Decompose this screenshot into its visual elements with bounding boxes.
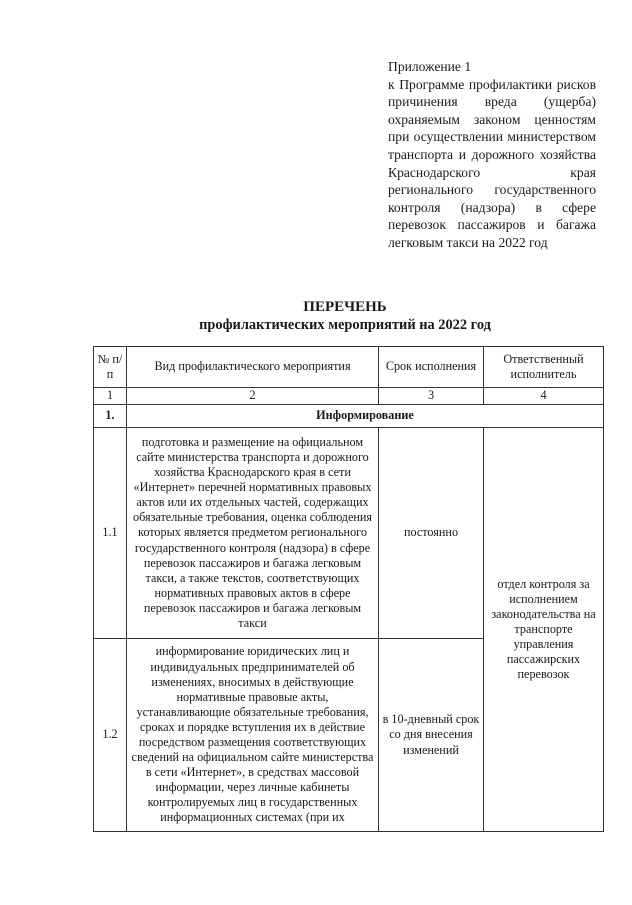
responsible-cell: [484, 428, 604, 832]
appendix-note: [388, 58, 596, 252]
section-label: Информирование: [127, 405, 604, 428]
row-number: 1.2: [94, 639, 127, 832]
column-number: 1: [94, 388, 127, 405]
row-activity: подготовка и размещение на официальном сайте министерства транспорта и дорожного хозяйства Краснодарского края в сети «Интернет» перечней нормативных правовых актов или их отдельных частей, содержащих обязательные требования, оценка соблюдения которых является предметом регионального государственного контроля (надзора) в сфере перевозок пассажиров и багажа легковым такси, а также текстов, соответствующих нормативных правовых актов в сфере перевозок пассажиров и багажа легковым такси: [127, 428, 379, 639]
title-line-1: ПЕРЕЧЕНЬ: [303, 299, 387, 315]
responsible-text: отдел контроля за исполнением законодательства на транспорте управления пассажирских перевозок: [491, 576, 596, 682]
section-row: [94, 405, 604, 428]
column-number: 4: [484, 388, 604, 405]
column-number: 2: [127, 388, 379, 405]
table-header-row: [94, 347, 604, 388]
header-num: № п/п: [94, 347, 127, 388]
header-deadline: Срок исполнения: [379, 347, 484, 388]
header-activity: Вид профилактического мероприятия: [127, 347, 379, 388]
appendix-text: к Программе профилактики рисков причинения вреда (ущерба) охраняемым законом ценностям при осуществлении министерством транспорта и дорожного хозяйства Краснодарского края регионального государственного контроля (надзора) в сфере перевозок пассажиров и багажа легковым такси на 2022 год: [388, 76, 596, 250]
row-number: 1.1: [94, 428, 127, 639]
row-deadline: в 10-дневный срок со дня внесения изменений: [379, 639, 484, 832]
header-responsible: Ответственный исполнитель: [484, 347, 604, 388]
column-numbers-row: [94, 388, 604, 405]
section-number: 1.: [94, 405, 127, 428]
document-title: [100, 298, 590, 334]
appendix-title: Приложение 1: [388, 59, 472, 74]
title-line-2: профилактических мероприятий на 2022 год: [199, 317, 491, 333]
table-row: [94, 428, 604, 639]
column-number: 3: [379, 388, 484, 405]
activities-table: [93, 346, 604, 832]
row-activity: информирование юридических лиц и индивидуальных предпринимателей об изменениях, вносимых в действующие нормативные правовые акты, устанавливающие обязательные требования, сроках и порядке вступления их в действие посредством размещения соответствующих сведений на официальном сайте министерства в сети «Интернет», в средствах массовой информации, через личные кабинеты контролируемых лиц в государственных информационных системах (при их: [127, 639, 379, 832]
row-deadline: постоянно: [379, 428, 484, 639]
